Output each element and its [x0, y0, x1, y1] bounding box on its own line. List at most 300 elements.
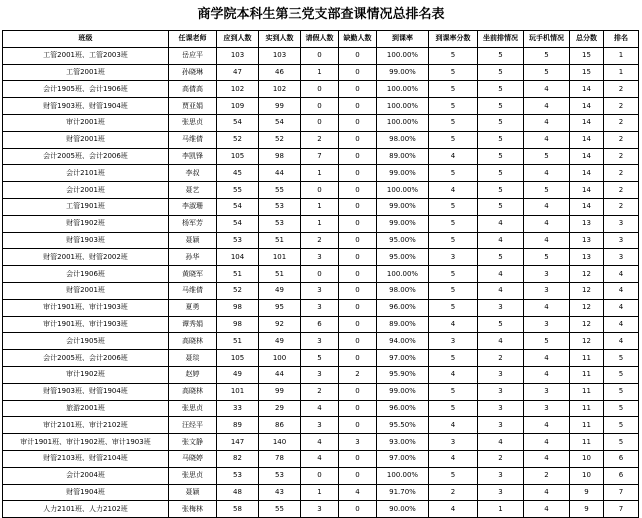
cell-expected: 53 — [217, 467, 259, 484]
cell-front-seat: 4 — [478, 333, 524, 350]
cell-rate-score: 5 — [429, 81, 478, 98]
cell-rank: 4 — [604, 333, 639, 350]
cell-total-score: 12 — [570, 282, 604, 299]
cell-attendance-rate: 94.00% — [377, 333, 429, 350]
table-row — [3, 501, 639, 518]
cell-expected: 33 — [217, 400, 259, 417]
cell-present: 51 — [259, 266, 301, 283]
cell-rank: 2 — [604, 165, 639, 182]
cell-present: 55 — [259, 501, 301, 518]
cell-front-seat: 3 — [478, 417, 524, 434]
cell-teacher: 岳应平 — [169, 47, 217, 64]
cell-teacher: 高晓林 — [169, 383, 217, 400]
cell-phone-use: 5 — [524, 148, 570, 165]
cell-attendance-rate: 99.00% — [377, 215, 429, 232]
cell-attendance-rate: 99.00% — [377, 165, 429, 182]
cell-class: 工管2001班、工管2003班 — [3, 47, 169, 64]
cell-rate-score: 3 — [429, 333, 478, 350]
cell-present: 52 — [259, 131, 301, 148]
cell-phone-use: 3 — [524, 316, 570, 333]
cell-rank: 4 — [604, 299, 639, 316]
cell-attendance-rate: 99.00% — [377, 198, 429, 215]
cell-absent: 0 — [339, 165, 377, 182]
cell-attendance-rate: 96.00% — [377, 299, 429, 316]
cell-total-score: 12 — [570, 333, 604, 350]
cell-teacher: 张思贞 — [169, 114, 217, 131]
cell-total-score: 15 — [570, 64, 604, 81]
cell-expected: 105 — [217, 350, 259, 367]
cell-rate-score: 5 — [429, 131, 478, 148]
table-row — [3, 299, 639, 316]
cell-present: 55 — [259, 182, 301, 199]
cell-phone-use: 4 — [524, 450, 570, 467]
cell-leave: 2 — [301, 232, 339, 249]
column-header-present: 实到人数 — [259, 31, 301, 48]
cell-teacher: 张思贞 — [169, 467, 217, 484]
cell-rate-score: 4 — [429, 501, 478, 518]
cell-class: 审计2101班、审计2102班 — [3, 417, 169, 434]
cell-attendance-rate: 98.00% — [377, 131, 429, 148]
column-header-phone-use: 玩手机情况 — [524, 31, 570, 48]
cell-attendance-rate: 100.00% — [377, 81, 429, 98]
cell-absent: 0 — [339, 501, 377, 518]
cell-absent: 0 — [339, 131, 377, 148]
cell-present: 92 — [259, 316, 301, 333]
cell-class: 会计1905班 — [3, 333, 169, 350]
cell-total-score: 9 — [570, 501, 604, 518]
cell-class: 工管1901班 — [3, 198, 169, 215]
cell-phone-use: 4 — [524, 198, 570, 215]
cell-rank: 5 — [604, 366, 639, 383]
cell-total-score: 11 — [570, 417, 604, 434]
cell-attendance-rate: 96.00% — [377, 400, 429, 417]
cell-present: 99 — [259, 383, 301, 400]
cell-rate-score: 5 — [429, 282, 478, 299]
table-row — [3, 114, 639, 131]
cell-expected: 102 — [217, 81, 259, 98]
cell-phone-use: 5 — [524, 249, 570, 266]
cell-teacher: 马维倩 — [169, 282, 217, 299]
cell-attendance-rate: 93.00% — [377, 434, 429, 451]
cell-phone-use: 3 — [524, 400, 570, 417]
cell-teacher: 孙晓琳 — [169, 64, 217, 81]
cell-rank: 7 — [604, 484, 639, 501]
cell-leave: 3 — [301, 501, 339, 518]
cell-front-seat: 5 — [478, 114, 524, 131]
table-row — [3, 64, 639, 81]
cell-total-score: 14 — [570, 81, 604, 98]
cell-total-score: 15 — [570, 47, 604, 64]
cell-attendance-rate: 95.00% — [377, 249, 429, 266]
cell-front-seat: 2 — [478, 450, 524, 467]
cell-teacher: 汪经平 — [169, 417, 217, 434]
cell-front-seat: 3 — [478, 299, 524, 316]
cell-phone-use: 5 — [524, 333, 570, 350]
cell-class: 工管2001班 — [3, 64, 169, 81]
cell-attendance-rate: 99.00% — [377, 383, 429, 400]
cell-rank: 5 — [604, 400, 639, 417]
cell-present: 53 — [259, 215, 301, 232]
table-row — [3, 232, 639, 249]
cell-total-score: 12 — [570, 266, 604, 283]
cell-front-seat: 5 — [478, 182, 524, 199]
cell-rank: 4 — [604, 282, 639, 299]
cell-leave: 2 — [301, 131, 339, 148]
cell-absent: 0 — [339, 333, 377, 350]
cell-front-seat: 4 — [478, 232, 524, 249]
cell-absent: 4 — [339, 484, 377, 501]
cell-teacher: 高倩高 — [169, 81, 217, 98]
cell-class: 财管1903班、财管1904班 — [3, 383, 169, 400]
cell-teacher: 聂琰 — [169, 350, 217, 367]
cell-absent: 0 — [339, 98, 377, 115]
cell-teacher: 孙华 — [169, 249, 217, 266]
cell-phone-use: 4 — [524, 366, 570, 383]
cell-phone-use: 5 — [524, 47, 570, 64]
cell-expected: 52 — [217, 282, 259, 299]
cell-leave: 0 — [301, 467, 339, 484]
cell-teacher: 赵婷 — [169, 366, 217, 383]
cell-leave: 0 — [301, 47, 339, 64]
cell-class: 审计1901班、审计1902班、审计1903班 — [3, 434, 169, 451]
cell-class: 会计2005班、会计2006班 — [3, 350, 169, 367]
cell-class: 财管2001班 — [3, 282, 169, 299]
cell-class: 财管2001班 — [3, 131, 169, 148]
cell-present: 54 — [259, 114, 301, 131]
cell-expected: 54 — [217, 198, 259, 215]
cell-front-seat: 5 — [478, 64, 524, 81]
cell-expected: 47 — [217, 64, 259, 81]
cell-absent: 0 — [339, 282, 377, 299]
cell-rate-score: 5 — [429, 198, 478, 215]
cell-rate-score: 5 — [429, 165, 478, 182]
cell-expected: 53 — [217, 232, 259, 249]
cell-absent: 0 — [339, 450, 377, 467]
cell-expected: 55 — [217, 182, 259, 199]
cell-rank: 6 — [604, 450, 639, 467]
cell-class: 会计2004班 — [3, 467, 169, 484]
cell-total-score: 13 — [570, 215, 604, 232]
cell-front-seat: 1 — [478, 501, 524, 518]
cell-leave: 1 — [301, 215, 339, 232]
cell-expected: 51 — [217, 266, 259, 283]
cell-expected: 52 — [217, 131, 259, 148]
cell-attendance-rate: 91.70% — [377, 484, 429, 501]
cell-phone-use: 3 — [524, 282, 570, 299]
column-header-front-seat: 坐前排情况 — [478, 31, 524, 48]
cell-leave: 0 — [301, 182, 339, 199]
cell-expected: 104 — [217, 249, 259, 266]
cell-attendance-rate: 100.00% — [377, 47, 429, 64]
cell-total-score: 9 — [570, 484, 604, 501]
cell-front-seat: 5 — [478, 198, 524, 215]
cell-total-score: 11 — [570, 434, 604, 451]
cell-leave: 1 — [301, 198, 339, 215]
column-header-rate-score: 到课率分数 — [429, 31, 478, 48]
cell-leave: 3 — [301, 282, 339, 299]
cell-absent: 0 — [339, 350, 377, 367]
cell-front-seat: 5 — [478, 249, 524, 266]
cell-attendance-rate: 99.00% — [377, 64, 429, 81]
cell-present: 95 — [259, 299, 301, 316]
cell-absent: 0 — [339, 400, 377, 417]
cell-phone-use: 2 — [524, 467, 570, 484]
cell-leave: 3 — [301, 249, 339, 266]
cell-total-score: 12 — [570, 299, 604, 316]
cell-rank: 4 — [604, 266, 639, 283]
table-row — [3, 131, 639, 148]
cell-rate-score: 5 — [429, 215, 478, 232]
cell-front-seat: 3 — [478, 467, 524, 484]
column-header-total-score: 总分数 — [570, 31, 604, 48]
cell-expected: 109 — [217, 98, 259, 115]
cell-front-seat: 2 — [478, 350, 524, 367]
cell-attendance-rate: 100.00% — [377, 114, 429, 131]
cell-present: 78 — [259, 450, 301, 467]
cell-front-seat: 5 — [478, 81, 524, 98]
cell-rate-score: 4 — [429, 316, 478, 333]
cell-phone-use: 4 — [524, 98, 570, 115]
cell-present: 44 — [259, 366, 301, 383]
cell-rank: 1 — [604, 64, 639, 81]
column-header-attendance-rate: 到课率 — [377, 31, 429, 48]
cell-phone-use: 3 — [524, 266, 570, 283]
cell-present: 98 — [259, 148, 301, 165]
cell-front-seat: 3 — [478, 484, 524, 501]
cell-teacher: 聂艺 — [169, 182, 217, 199]
cell-phone-use: 4 — [524, 484, 570, 501]
cell-rank: 2 — [604, 148, 639, 165]
table-row — [3, 417, 639, 434]
cell-total-score: 14 — [570, 131, 604, 148]
cell-front-seat: 3 — [478, 383, 524, 400]
table-row — [3, 148, 639, 165]
cell-rank: 2 — [604, 131, 639, 148]
cell-phone-use: 4 — [524, 299, 570, 316]
cell-leave: 1 — [301, 165, 339, 182]
cell-leave: 2 — [301, 383, 339, 400]
cell-expected: 45 — [217, 165, 259, 182]
cell-present: 29 — [259, 400, 301, 417]
cell-total-score: 10 — [570, 467, 604, 484]
cell-rate-score: 4 — [429, 148, 478, 165]
cell-class: 财管2001班、财管2002班 — [3, 249, 169, 266]
cell-class: 旅游2001班 — [3, 400, 169, 417]
cell-class: 审计1901班、审计1903班 — [3, 316, 169, 333]
column-header-rank: 排名 — [604, 31, 639, 48]
cell-class: 审计2001班 — [3, 114, 169, 131]
cell-attendance-rate: 89.00% — [377, 148, 429, 165]
cell-front-seat: 5 — [478, 165, 524, 182]
cell-attendance-rate: 100.00% — [377, 266, 429, 283]
cell-leave: 6 — [301, 316, 339, 333]
cell-rate-score: 5 — [429, 467, 478, 484]
cell-phone-use: 4 — [524, 131, 570, 148]
cell-teacher: 李叔 — [169, 165, 217, 182]
cell-expected: 103 — [217, 47, 259, 64]
cell-leave: 7 — [301, 148, 339, 165]
cell-class: 会计2005班、会计2006班 — [3, 148, 169, 165]
cell-rank: 5 — [604, 417, 639, 434]
cell-total-score: 11 — [570, 366, 604, 383]
cell-attendance-rate: 97.00% — [377, 450, 429, 467]
cell-rate-score: 5 — [429, 299, 478, 316]
cell-front-seat: 3 — [478, 366, 524, 383]
cell-teacher: 张梅林 — [169, 501, 217, 518]
cell-present: 44 — [259, 165, 301, 182]
cell-absent: 0 — [339, 299, 377, 316]
cell-leave: 0 — [301, 98, 339, 115]
cell-phone-use: 4 — [524, 501, 570, 518]
cell-phone-use: 5 — [524, 182, 570, 199]
cell-absent: 0 — [339, 266, 377, 283]
header-row — [3, 31, 639, 48]
table-body — [3, 47, 639, 517]
cell-expected: 147 — [217, 434, 259, 451]
cell-teacher: 聂颖 — [169, 232, 217, 249]
cell-absent: 0 — [339, 232, 377, 249]
cell-expected: 54 — [217, 215, 259, 232]
cell-phone-use: 4 — [524, 417, 570, 434]
cell-absent: 3 — [339, 434, 377, 451]
cell-absent: 0 — [339, 182, 377, 199]
cell-present: 103 — [259, 47, 301, 64]
cell-total-score: 11 — [570, 350, 604, 367]
table-row — [3, 316, 639, 333]
cell-rank: 4 — [604, 316, 639, 333]
cell-front-seat: 3 — [478, 400, 524, 417]
cell-rate-score: 2 — [429, 484, 478, 501]
table-row — [3, 467, 639, 484]
cell-rank: 2 — [604, 114, 639, 131]
cell-class: 审计1901班、审计1903班 — [3, 299, 169, 316]
table-row — [3, 47, 639, 64]
cell-leave: 3 — [301, 366, 339, 383]
cell-rate-score: 5 — [429, 98, 478, 115]
cell-present: 49 — [259, 282, 301, 299]
cell-expected: 58 — [217, 501, 259, 518]
cell-leave: 4 — [301, 450, 339, 467]
cell-rank: 5 — [604, 350, 639, 367]
cell-leave: 0 — [301, 81, 339, 98]
cell-rate-score: 4 — [429, 182, 478, 199]
cell-absent: 0 — [339, 383, 377, 400]
cell-rank: 5 — [604, 383, 639, 400]
cell-front-seat: 5 — [478, 148, 524, 165]
table-row — [3, 434, 639, 451]
cell-teacher: 杨军芳 — [169, 215, 217, 232]
cell-front-seat: 5 — [478, 316, 524, 333]
cell-teacher: 谭秀娟 — [169, 316, 217, 333]
cell-teacher: 张思贞 — [169, 400, 217, 417]
cell-leave: 4 — [301, 434, 339, 451]
cell-attendance-rate: 95.50% — [377, 417, 429, 434]
cell-front-seat: 4 — [478, 215, 524, 232]
cell-rank: 2 — [604, 198, 639, 215]
cell-expected: 82 — [217, 450, 259, 467]
cell-total-score: 14 — [570, 98, 604, 115]
cell-present: 46 — [259, 64, 301, 81]
table-row — [3, 81, 639, 98]
cell-class: 会计1906班 — [3, 266, 169, 283]
column-header-leave: 请假人数 — [301, 31, 339, 48]
cell-teacher: 黄晓军 — [169, 266, 217, 283]
table-row — [3, 333, 639, 350]
table-row — [3, 165, 639, 182]
table-row — [3, 400, 639, 417]
cell-present: 102 — [259, 81, 301, 98]
cell-total-score: 14 — [570, 114, 604, 131]
table-row — [3, 484, 639, 501]
table-row — [3, 350, 639, 367]
cell-rank: 2 — [604, 182, 639, 199]
cell-teacher: 聂颖 — [169, 484, 217, 501]
cell-expected: 89 — [217, 417, 259, 434]
table-row — [3, 249, 639, 266]
cell-total-score: 11 — [570, 383, 604, 400]
cell-rank: 1 — [604, 47, 639, 64]
cell-class: 会计2001班 — [3, 182, 169, 199]
cell-rank: 5 — [604, 434, 639, 451]
cell-rate-score: 5 — [429, 64, 478, 81]
cell-attendance-rate: 95.00% — [377, 232, 429, 249]
cell-leave: 4 — [301, 400, 339, 417]
cell-attendance-rate: 100.00% — [377, 467, 429, 484]
column-header-teacher: 任课老师 — [169, 31, 217, 48]
cell-phone-use: 4 — [524, 232, 570, 249]
page-title: 商学院本科生第三党支部查课情况总排名表 — [197, 7, 445, 22]
cell-total-score: 14 — [570, 148, 604, 165]
cell-absent: 0 — [339, 215, 377, 232]
cell-front-seat: 5 — [478, 131, 524, 148]
cell-rate-score: 5 — [429, 400, 478, 417]
cell-rate-score: 5 — [429, 350, 478, 367]
cell-rate-score: 5 — [429, 114, 478, 131]
table-row — [3, 98, 639, 115]
cell-total-score: 10 — [570, 450, 604, 467]
cell-rate-score: 5 — [429, 383, 478, 400]
cell-leave: 5 — [301, 350, 339, 367]
cell-class: 会计2101班 — [3, 165, 169, 182]
table-row — [3, 215, 639, 232]
cell-absent: 0 — [339, 64, 377, 81]
cell-phone-use: 5 — [524, 64, 570, 81]
cell-rank: 3 — [604, 249, 639, 266]
cell-attendance-rate: 100.00% — [377, 182, 429, 199]
column-header-class: 班级 — [3, 31, 169, 48]
cell-class: 人力2101班、人力2102班 — [3, 501, 169, 518]
cell-leave: 3 — [301, 333, 339, 350]
table-row — [3, 198, 639, 215]
cell-expected: 48 — [217, 484, 259, 501]
cell-absent: 0 — [339, 148, 377, 165]
cell-class: 审计1902班 — [3, 366, 169, 383]
cell-present: 53 — [259, 467, 301, 484]
cell-class: 财管2103班、财管2104班 — [3, 450, 169, 467]
cell-total-score: 14 — [570, 182, 604, 199]
table-row — [3, 383, 639, 400]
table-row — [3, 282, 639, 299]
cell-present: 53 — [259, 198, 301, 215]
table-row — [3, 366, 639, 383]
cell-rate-score: 5 — [429, 47, 478, 64]
cell-class: 财管1902班 — [3, 215, 169, 232]
cell-present: 99 — [259, 98, 301, 115]
cell-rate-score: 5 — [429, 266, 478, 283]
cell-phone-use: 3 — [524, 383, 570, 400]
cell-phone-use: 4 — [524, 81, 570, 98]
cell-present: 49 — [259, 333, 301, 350]
